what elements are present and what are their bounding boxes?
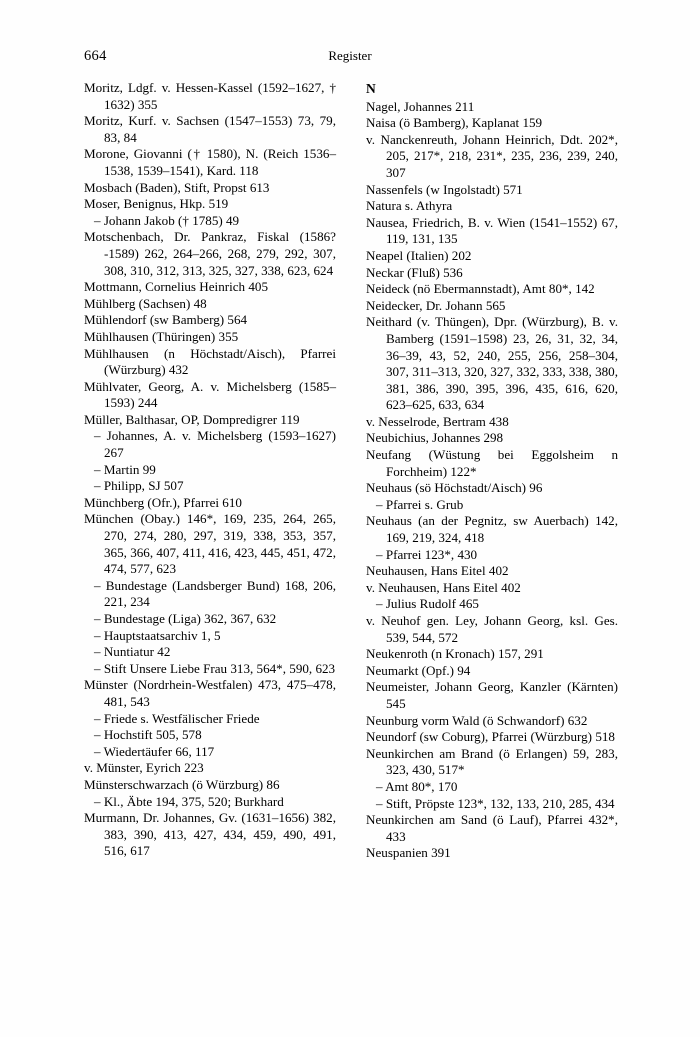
index-subentry: – Johann Jakob († 1785) 49 [94, 212, 240, 228]
index-entry: Neufang (Wüstung bei Eggolsheim n Forchheim) 122* [366, 447, 618, 479]
index-subentry: – Julius Rudolf 465 [376, 596, 479, 612]
index-subentry: – Hauptstaatsarchiv 1, 5 [94, 627, 221, 643]
index-entry: Neapel (Italien) 202 [366, 247, 472, 263]
left-column [84, 80, 336, 862]
index-entry: Murmann, Dr. Johannes, Gv. (1631–1656) 382, 383, 390, 413, 427, 434, 459, 490, 491, 516, 617 [84, 810, 336, 859]
index-entry: Moser, Benignus, Hkp. 519 [84, 196, 229, 212]
index-columns [84, 80, 618, 862]
index-entry: v. Münster, Eyrich 223 [84, 760, 204, 776]
index-subentry: – Johannes, A. v. Michelsberg (1593–1627) 267 [94, 428, 336, 461]
index-entry: Mühlvater, Georg, A. v. Michelsberg (1585–1593) 244 [84, 378, 336, 411]
index-entry: Neithard (v. Thüngen), Dpr. (Würzburg), B. v. Bamberg (1591–1598) 23, 26, 31, 32, 34, 36–39, 43, 52, 240, 255, 256, 258–304, 307, 311–313, 320, 327, 332, 333, 338, 380, 381, 386, 390, 395, 396, 435, 616, 620, 623–625, 633, 634 [366, 314, 618, 413]
index-entry: Neuhaus (an der Pegnitz, sw Auerbach) 142, 169, 219, 324, 418 [366, 513, 618, 546]
index-entry: Neuhausen, Hans Eitel 402 [366, 563, 509, 579]
index-entry: Neumarkt (Opf.) 94 [366, 662, 471, 678]
index-entry: Neunburg vorm Wald (ö Schwandorf) 632 [366, 712, 588, 728]
index-entry: Moritz, Kurf. v. Sachsen (1547–1553) 73, 79, 83, 84 [84, 113, 336, 145]
index-subentry: – Pfarrei s. Grub [376, 496, 464, 512]
index-entry: v. Nesselrode, Bertram 438 [366, 413, 509, 429]
index-subentry: – Martin 99 [94, 461, 156, 477]
index-subentry: – Kl., Äbte 194, 375, 520; Burkhard [94, 793, 284, 809]
index-subentry: – Bundestage (Liga) 362, 367, 632 [94, 611, 277, 626]
index-entry: Neideck (nö Ebermannstadt), Amt 80*, 142 [366, 281, 595, 297]
running-title: Register [328, 48, 372, 63]
index-entry: Natura s. Athyra [366, 198, 453, 214]
index-subentry: – Stift, Pröpste 123*, 132, 133, 210, 285, 434 [376, 795, 615, 811]
index-subentry: – Wiedertäufer 66, 117 [94, 743, 215, 759]
index-entry: Neuhaus (sö Höchstadt/Aisch) 96 [366, 480, 543, 496]
index-entry: Nassenfels (w Ingolstadt) 571 [366, 181, 523, 197]
index-entry: Neckar (Fluß) 536 [366, 264, 463, 280]
index-entry: Neuspanien 391 [366, 845, 451, 861]
index-entry: Neumeister, Johann Georg, Kanzler (Kärnten) 545 [366, 679, 618, 711]
index-letter-heading: N [366, 81, 376, 96]
index-entry: Neunkirchen am Brand (ö Erlangen) 59, 283, 323, 430, 517* [366, 745, 618, 778]
index-subentry: – Hochstift 505, 578 [94, 727, 202, 743]
index-entry: Morone, Giovanni († 1580), N. (Reich 1536–1538, 1539–1541), Kard. 118 [84, 146, 336, 178]
index-entry: Neundorf (sw Coburg), Pfarrei (Würzburg) 518 [366, 729, 615, 745]
index-subentry: – Friede s. Westfälischer Friede [94, 710, 260, 726]
index-entry: v. Nanckenreuth, Johann Heinrich, Ddt. 202*, 205, 217*, 218, 231*, 235, 236, 239, 240, 307 [366, 131, 618, 180]
right-column [366, 80, 618, 862]
index-entry: Münchberg (Ofr.), Pfarrei 610 [84, 494, 242, 510]
index-entry: Motschenbach, Dr. Pankraz, Fiskal (1586?-1589) 262, 264–266, 268, 279, 292, 307, 308, 310, 312, 313, 325, 327, 338, 623, 624 [84, 229, 336, 278]
page-header [0, 48, 700, 66]
index-entry: v. Neuhausen, Hans Eitel 402 [366, 579, 521, 595]
index-entry: Nausea, Friedrich, B. v. Wien (1541–1552) 67, 119, 131, 135 [366, 214, 618, 247]
index-entry: Neidecker, Dr. Johann 565 [366, 297, 506, 313]
index-entry: v. Neuhof gen. Ley, Johann Georg, ksl. Ges. 539, 544, 572 [366, 613, 618, 645]
index-entry: Mühlhausen (n Höchstadt/Aisch), Pfarrei (Würzburg) 432 [84, 345, 336, 378]
index-entry: Neubichius, Johannes 298 [366, 430, 504, 446]
index-entry: Naisa (ö Bamberg), Kaplanat 159 [366, 115, 543, 131]
index-subentry: – Stift Unsere Liebe Frau 313, 564*, 590, 623 [94, 660, 336, 676]
index-entry: Neukenroth (n Kronach) 157, 291 [366, 646, 544, 662]
index-entry: Mühlhausen (Thüringen) 355 [84, 328, 239, 344]
index-entry: München (Obay.) 146*, 169, 235, 264, 265, 270, 274, 280, 297, 319, 338, 353, 357, 365, 366, 407, 411, 416, 423, 445, 451, 472, 474, 577, 623 [84, 511, 336, 577]
index-entry: Mühlendorf (sw Bamberg) 564 [84, 312, 248, 328]
index-entry: Moritz, Ldgf. v. Hessen-Kassel (1592–1627, † 1632) 355 [84, 80, 336, 112]
index-subentry: – Amt 80*, 170 [376, 778, 458, 794]
index-subentry: – Nuntiatur 42 [94, 644, 171, 660]
index-entry: Münster (Nordrhein-Westfalen) 473, 475–478, 481, 543 [84, 677, 336, 709]
index-subentry: – Philipp, SJ 507 [94, 478, 184, 494]
index-entry: Mühlberg (Sachsen) 48 [84, 295, 207, 311]
index-entry: Müller, Balthasar, OP, Dompredigrer 119 [84, 411, 300, 427]
index-subentry: – Pfarrei 123*, 430 [376, 546, 478, 562]
index-entry: Nagel, Johannes 211 [366, 98, 475, 114]
index-entry: Münsterschwarzach (ö Würzburg) 86 [84, 776, 280, 792]
index-entry: Mottmann, Cornelius Heinrich 405 [84, 279, 269, 295]
index-subentry: – Bundestage (Landsberger Bund) 168, 206, 221, 234 [94, 577, 336, 610]
index-entry: Neunkirchen am Sand (ö Lauf), Pfarrei 432*, 433 [366, 812, 618, 844]
index-entry: Mosbach (Baden), Stift, Propst 613 [84, 179, 270, 195]
folio-number: 664 [84, 48, 107, 64]
